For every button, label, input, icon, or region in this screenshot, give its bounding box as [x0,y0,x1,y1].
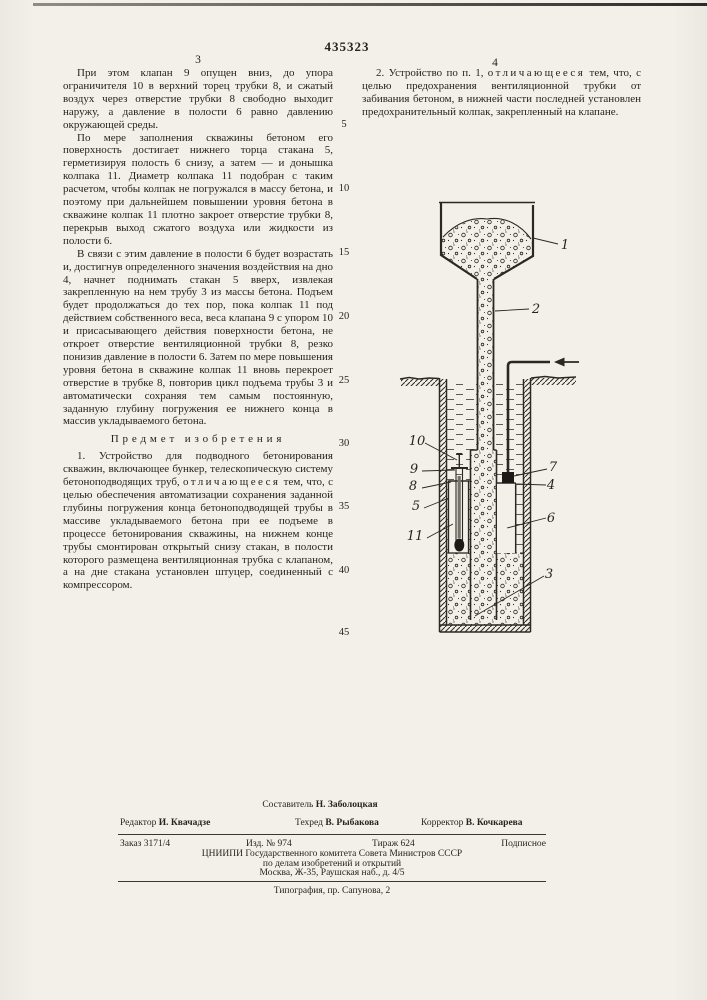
line-number-25: 25 [338,375,350,386]
footer-order: Заказ 3171/4 [120,839,171,849]
page-number-right: 4 [492,57,498,69]
claim-1-text-rest: тем, что, с целью обеспечения автоматизации сохранения заданной глубины погружения конца бетоноподводящей трубы в массиве укладываемого бетона при ее подъеме в процессе бетонирования скважины, на нижнем конце трубы смонтирован открытый снизу стакан, в полости которого размещена вентиляционная трубка с клапаном, а на дне стакана установлен штуцер, соединенный с компрессором. [63,476,333,592]
line-number-5: 5 [341,119,347,130]
footer-org-address: Москва, Ж-35, Раушская наб., д. 4/5 [259,868,405,878]
figure-label-11: 11 [406,529,424,544]
paragraph-1: При этом клапан 9 опущен вниз, до упора ограничителя 10 в верхний торец трубки 8, и сжатый воздух через отверстие трубки 8 свободно выходит наружу, а давление в полости 6 равно давлению окружающей среды. [63,67,333,131]
figure-label-5: 5 [411,499,421,514]
safety-cap [454,539,464,552]
patent-number: 435323 [324,39,370,54]
right-column [362,67,641,119]
techred-label: Техред [295,818,323,828]
footer-compiler [118,800,522,810]
figure-label-2: 2 [531,302,541,317]
concrete-feed-tube [471,278,497,622]
line-number-30: 30 [338,438,350,449]
figure-label-4: 4 [546,478,556,493]
claim-2-text-rest: тем, что, с целью предохранения вентиляционной трубки от забивания бетоном, в нижней части последней установлен предохранительный колпак, закрепленный на клапане. [362,67,641,118]
footer-circulation: Тираж 624 [372,839,415,849]
claims-heading: Предмет изобретения [110,433,286,446]
paragraph-3: В связи с этим давление в полости 6 будет возрастать и, достигнув определенного значения воздействия на дно 4, начнет поднимать стакан 5 вверх, извлекая закрепленную на нем трубу 3 из массы бетона. Подъем будет продолжаться до тех пор, пока колпак 11 под действием собственного веса, веса клапана 9 с упором 10 и присасывающего действия поверхности бетона, не откроет отверстие вентиляционной трубки 8, резко понизив давление в полости 6. Затем по мере повышения уровня бетона в скважине колпак 11 вновь перекроет отверстие в трубке 8, повторив цикл подъема трубы 3 и автоматически сохраняя тем самым постоянную, заданную глубину погружения ее нижнего конца в массив укладываемого бетона. [63,247,333,428]
patent-figure [395,192,595,662]
air-flow-arrow [554,358,565,367]
corrector-label: Корректор [421,818,464,828]
compiler-name: Н. Заболоцкая [315,800,378,810]
footer-org-line1: ЦНИИПИ Государственного комитета Совета Министров СССР [201,849,463,859]
footer-rule-top [118,834,546,835]
line-number-45: 45 [338,627,350,638]
footer-rule-bottom [118,881,546,882]
claim-1-text: 1. Устройство для подводного бетонирования скважин, включающее бункер, телескопическую систему бетоноподводящих труб, [63,450,333,489]
line-number-40: 40 [338,565,350,576]
figure-label-10: 10 [408,434,426,449]
figure-label-8: 8 [408,479,418,494]
claim-2-emphasized-word: отличающееся [487,67,586,79]
paragraph-2: По мере заполнения скважины бетоном его поверхность достигает нижнего торца стакана 5, герметизируя полость 6 снизу, а затем — и донышка колпака 11. Диаметр колпака 11 подобран с таким расчетом, чтобы колпак не погружался в массу бетона, и поэтому при дальнейшем повышении уровня бетона в скважине колпак 11 плотно закроет отверстие трубки 8, перекрыв выход сжатого воздуха или жидкости из полости 6. [63,131,333,247]
claim-1 [63,450,333,592]
claim-2 [362,67,641,119]
techred-name: В. Рыбакова [325,818,379,828]
line-number-15: 15 [338,247,350,258]
line-number-10: 10 [338,183,350,194]
scan-artifact-line [33,3,707,6]
footer-editor [120,818,210,828]
figure-label-9: 9 [409,462,419,477]
figure-label-3: 3 [544,567,554,582]
figure-label-6: 6 [546,511,556,526]
compiler-label: Составитель [262,800,314,810]
claim-2-text: 2. Устройство по п. 1, [376,67,488,79]
footer-edition: Изд. № 974 [246,839,292,849]
editor-label: Редактор [120,818,157,828]
claim-1-emphasized-word: отличающееся [182,476,281,489]
line-number-35: 35 [338,501,350,512]
line-number-20: 20 [338,311,350,322]
footer-printer: Типография, пр. Сапунова, 2 [273,886,391,896]
hopper [439,203,535,280]
air-fitting [502,472,514,483]
vent-tube-stem [458,476,461,538]
figure-label-1: 1 [560,238,570,253]
figure-label-7: 7 [548,460,558,475]
page-number-left: 3 [195,54,201,66]
editor-name: И. Квачадзе [158,818,211,828]
footer-corrector [421,818,523,828]
footer-techred [295,818,379,828]
left-column [63,67,333,592]
footer-subscription: Подписное [501,839,546,849]
corrector-name: В. Кочкарева [465,818,523,828]
footer-org-line2: по делам изобретений и открытий [262,859,402,869]
